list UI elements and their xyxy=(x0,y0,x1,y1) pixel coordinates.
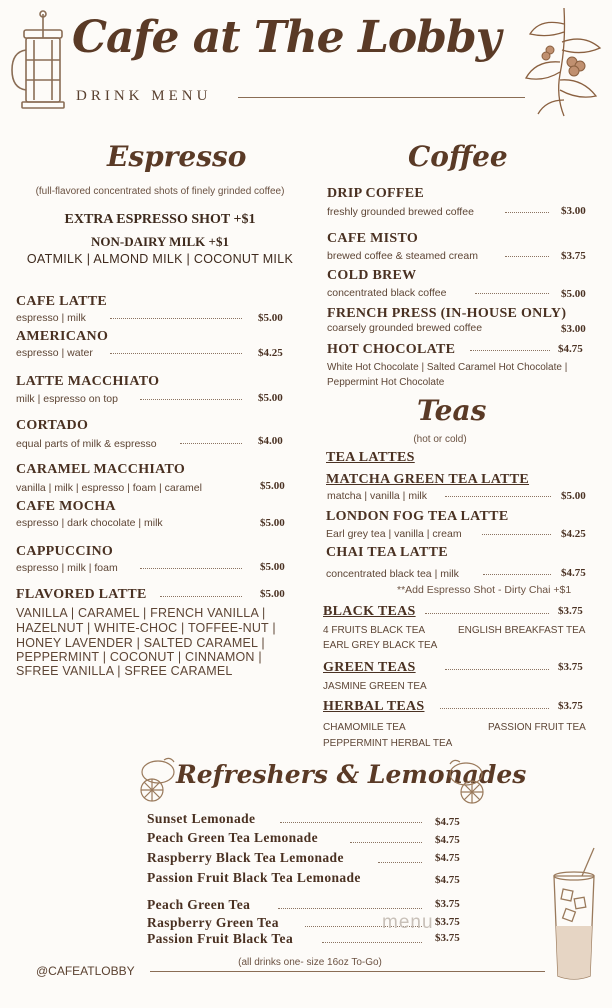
menu-item-price: $3.75 xyxy=(561,250,586,262)
cafe-title: Cafe at The Lobby xyxy=(72,12,501,63)
flavor-line: VANILLA | CARAMEL | FRENCH VANILLA | xyxy=(16,606,266,620)
hot-chocolate-price: $4.75 xyxy=(558,343,583,355)
menu-item-name: CHAI TEA LATTE xyxy=(326,545,448,560)
menu-item-price: $5.00 xyxy=(260,480,285,492)
menu-item-price: $5.00 xyxy=(258,312,283,324)
lemonade-price: $3.75 xyxy=(435,932,460,944)
herbal-teas-price: $3.75 xyxy=(558,700,583,712)
menu-item-price: $5.00 xyxy=(260,561,285,573)
french-press-icon xyxy=(8,10,68,114)
menu-item-price: $5.00 xyxy=(260,517,285,529)
tea-option: PEPPERMINT HERBAL TEA xyxy=(323,738,453,749)
lemon-right-icon xyxy=(444,758,490,806)
tea-option: ENGLISH BREAKFAST TEA xyxy=(458,625,586,636)
menu-item-name: LONDON FOG TEA LATTE xyxy=(326,509,509,524)
menu-item-desc: coarsely grounded brewed coffee xyxy=(327,322,483,334)
tea-lattes-heading: TEA LATTES xyxy=(326,450,415,465)
lemonade-name: Sunset Lemonade xyxy=(147,811,256,826)
menu-item-name: AMERICANO xyxy=(16,329,109,344)
leader-dots xyxy=(322,942,422,943)
leader-dots xyxy=(160,596,242,597)
flavored-latte-price: $5.00 xyxy=(260,588,285,600)
header-rule xyxy=(238,97,525,98)
dirty-chai-note: **Add Espresso Shot - Dirty Chai +$1 xyxy=(397,584,572,596)
leader-dots xyxy=(483,574,551,575)
menu-item-name: COLD BREW xyxy=(327,268,417,283)
leader-dots xyxy=(470,350,550,351)
milk-options: OATMILK | ALMOND MILK | COCONUT MILK xyxy=(26,252,294,266)
herbal-teas-heading: HERBAL TEAS xyxy=(323,699,425,714)
teas-heading: Teas xyxy=(417,394,487,427)
flavor-line: SFREE VANILLA | SFREE CARAMEL xyxy=(16,664,233,678)
menu-item-price: $3.00 xyxy=(561,323,586,335)
menu-item-name: LATTE MACCHIATO xyxy=(16,374,160,389)
menu-item-desc: espresso | milk | foam xyxy=(16,562,118,574)
tea-option: PASSION FRUIT TEA xyxy=(488,722,586,733)
leader-dots xyxy=(350,842,422,843)
leader-dots xyxy=(110,318,242,319)
menu-item-desc: vanilla | milk | espresso | foam | caramel xyxy=(16,482,202,494)
leader-dots xyxy=(505,212,549,213)
lemonade-price: $4.75 xyxy=(435,852,460,864)
lemonade-name: Raspberry Black Tea Lemonade xyxy=(147,850,344,865)
leader-dots xyxy=(482,534,551,535)
lemonade-name: Raspberry Green Tea xyxy=(147,915,279,930)
menu-item-price: $5.00 xyxy=(561,490,586,502)
lemonade-name: Peach Green Tea Lemonade xyxy=(147,830,318,845)
menu-item-name: DRIP COFFEE xyxy=(327,186,425,201)
menu-item-name: CAFE MISTO xyxy=(327,231,419,246)
refreshers-heading: Refreshers & Lemonades xyxy=(176,760,527,789)
black-teas-heading: BLACK TEAS xyxy=(323,604,416,619)
menu-item-price: $4.75 xyxy=(561,567,586,579)
menu-item-name: CAFE MOCHA xyxy=(16,499,116,514)
leader-dots xyxy=(110,353,242,354)
lemonade-price: $3.75 xyxy=(435,916,460,928)
menu-item-price: $3.00 xyxy=(561,205,586,217)
tea-option: 4 FRUITS BLACK TEA xyxy=(323,625,426,636)
black-teas-price: $3.75 xyxy=(558,605,583,617)
size-note: (all drinks one- size 16oz To-Go) xyxy=(210,957,410,968)
menu-item-desc: espresso | water xyxy=(16,347,93,359)
menu-item-desc: brewed coffee & steamed cream xyxy=(327,250,478,262)
leader-dots xyxy=(440,708,549,709)
menu-item-desc: concentrated black coffee xyxy=(327,287,447,299)
leader-dots xyxy=(180,443,242,444)
tea-option: EARL GREY BLACK TEA xyxy=(323,640,438,651)
leader-dots xyxy=(425,613,549,614)
flavor-line: PEPPERMINT | COCONUT | CINNAMON | xyxy=(16,650,262,664)
lemonade-price: $3.75 xyxy=(435,898,460,910)
menu-item-price: $5.00 xyxy=(258,392,283,404)
iced-drink-icon xyxy=(548,846,600,986)
tea-option: JASMINE GREEN TEA xyxy=(323,681,427,692)
teas-note: (hot or cold) xyxy=(413,434,467,445)
lemonade-price: $4.75 xyxy=(435,834,460,846)
leader-dots xyxy=(378,862,422,863)
lemonade-name: Passion Fruit Black Tea Lemonade xyxy=(147,870,361,885)
lemonade-price: $4.75 xyxy=(435,816,460,828)
non-dairy-note: NON-DAIRY MILK +$1 xyxy=(91,234,229,249)
hot-chocolate-name: HOT CHOCOLATE xyxy=(327,342,456,357)
menu-item-name: FRENCH PRESS (IN-HOUSE ONLY) xyxy=(327,306,567,321)
menu-item-desc: milk | espresso on top xyxy=(16,393,118,405)
leader-dots xyxy=(505,256,549,257)
leader-dots xyxy=(445,669,549,670)
leader-dots xyxy=(445,496,551,497)
menu-item-price: $5.00 xyxy=(561,288,586,300)
tea-option: CHAMOMILE TEA xyxy=(323,722,406,733)
footer-rule xyxy=(150,971,545,972)
hot-chocolate-options: White Hot Chocolate | Salted Caramel Hot Chocolate | xyxy=(327,362,568,373)
lemon-left-icon xyxy=(134,756,180,804)
coffee-plant-icon xyxy=(520,4,608,120)
menu-item-desc: espresso | dark chocolate | milk xyxy=(16,517,163,529)
lemonade-price: $4.75 xyxy=(435,874,460,886)
menu-item-desc: concentrated black tea | milk xyxy=(326,568,459,580)
green-teas-price: $3.75 xyxy=(558,661,583,673)
leader-dots xyxy=(140,399,242,400)
menu-item-desc: freshly grounded brewed coffee xyxy=(327,206,474,218)
green-teas-heading: GREEN TEAS xyxy=(323,660,416,675)
leader-dots xyxy=(140,568,242,569)
hot-chocolate-options: Peppermint Hot Chocolate xyxy=(327,377,445,388)
menu-item-price: $4.00 xyxy=(258,435,283,447)
menu-item-desc: Earl grey tea | vanilla | cream xyxy=(326,528,462,540)
extra-shot-note: EXTRA ESPRESSO SHOT +$1 xyxy=(64,212,256,227)
menu-item-name: CAPPUCCINO xyxy=(16,544,114,559)
menu-item-desc: espresso | milk xyxy=(16,312,86,324)
flavor-line: HONEY LAVENDER | SALTED CARAMEL | xyxy=(16,636,265,650)
menu-item-desc: matcha | vanilla | milk xyxy=(327,490,427,502)
leader-dots xyxy=(280,822,422,823)
espresso-note: (full-flavored concentrated shots of finely grinded coffee) xyxy=(35,186,285,197)
flavor-line: HAZELNUT | WHITE-CHOC | TOFFEE-NUT | xyxy=(16,621,276,635)
watermark: menu xyxy=(382,912,434,933)
menu-item-price: $4.25 xyxy=(258,347,283,359)
menu-item-name: CARAMEL MACCHIATO xyxy=(16,462,186,477)
menu-item-desc: equal parts of milk & espresso xyxy=(16,438,157,450)
menu-item-name: MATCHA GREEN TEA LATTE xyxy=(326,472,530,487)
espresso-heading: Espresso xyxy=(107,140,247,173)
lemonade-name: Passion Fruit Black Tea xyxy=(147,931,294,946)
flavored-latte-name: FLAVORED LATTE xyxy=(16,587,147,602)
instagram-handle: @CAFEATLOBBY xyxy=(36,964,135,978)
leader-dots xyxy=(475,293,549,294)
menu-item-name: CORTADO xyxy=(16,418,89,433)
menu-item-price: $4.25 xyxy=(561,528,586,540)
leader-dots xyxy=(278,908,422,909)
coffee-heading: Coffee xyxy=(408,140,508,173)
drink-menu-subtitle: DRINK MENU xyxy=(76,88,212,104)
lemonade-name: Peach Green Tea xyxy=(147,897,251,912)
menu-item-name: CAFE LATTE xyxy=(16,294,108,309)
